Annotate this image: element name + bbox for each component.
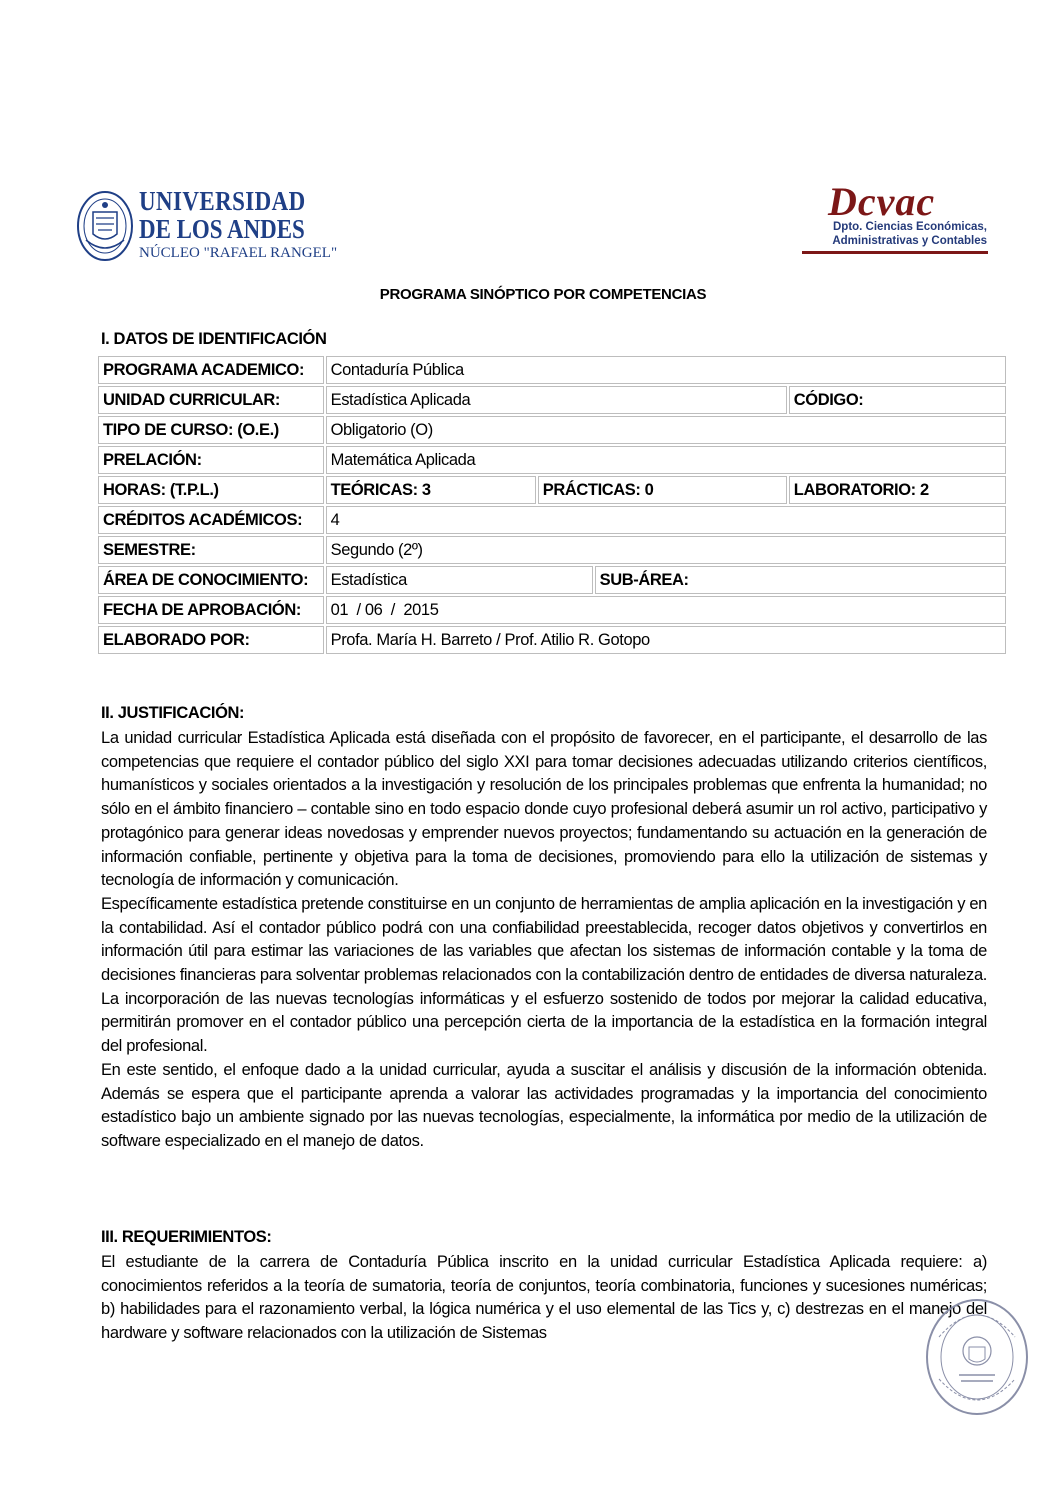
justificacion-text	[101, 727, 987, 1154]
programa-label: PROGRAMA ACADEMICO:	[98, 356, 324, 384]
programa-value: Contaduría Pública	[326, 356, 1006, 384]
requerimientos-paragraph-1: El estudiante de la carrera de Contaduría Pública inscrito en la unidad curricular Estadística Aplicada requiere: a) conocimientos referidos a la teoría de sumatoria, teoría de conjuntos, teoría combinatoria, funciones y sucesiones numéricas; b) habilidades para el razonamiento verbal, la lógica numérica y el uso elemental de las Tics y, c) destrezas en el manejo del hardware y software relacionados con la utilización de Sistemas	[101, 1253, 987, 1343]
elaborado-value: Profa. María H. Barreto / Prof. Atilio R. Gotopo	[326, 626, 1006, 654]
table-row	[98, 476, 1006, 504]
fecha-label: FECHA DE APROBACIÓN:	[98, 596, 324, 624]
teoricas-value: TEÓRICAS: 3	[326, 476, 536, 504]
table-row	[98, 626, 1006, 654]
department-name-line2: Administrativas y Contables	[832, 235, 987, 247]
section-requerimientos-heading: III. REQUERIMIENTOS:	[101, 1228, 272, 1246]
creditos-label: CRÉDITOS ACADÉMICOS:	[98, 506, 324, 534]
table-row	[98, 446, 1006, 474]
unidad-value: Estadística Aplicada	[326, 386, 787, 414]
codigo-label: CÓDIGO:	[789, 386, 1006, 414]
fecha-value: 01 / 06 / 2015	[326, 596, 1006, 624]
university-name-line2: DE LOS ANDES	[139, 214, 305, 244]
department-name-line1: Dpto. Ciencias Económicas,	[832, 221, 987, 233]
university-seal-icon	[76, 190, 134, 262]
creditos-value: 4	[326, 506, 1006, 534]
table-row	[98, 596, 1006, 624]
section-justificacion-heading: II. JUSTIFICACIÓN:	[101, 704, 245, 722]
semestre-label: SEMESTRE:	[98, 536, 324, 564]
table-row	[98, 416, 1006, 444]
justificacion-paragraph-3: En este sentido, el enfoque dado a la unidad curricular, ayuda a suscitar el análisis y discusión de la información obtenida. Además se espera que el participante aprenda a valorar las actividades programadas y la importancia del conocimiento estadístico bajo un ambiente signado por las nuevas tecnologías, especialmente, la informática por medio de la utilización de software especializado en el manejo de datos.	[101, 1060, 987, 1150]
section-identification-heading: I. DATOS DE IDENTIFICACIÓN	[101, 330, 327, 348]
elaborado-label: ELABORADO POR:	[98, 626, 324, 654]
laboratorio-value: LABORATORIO: 2	[789, 476, 1006, 504]
university-logo	[76, 186, 338, 266]
department-logo-underline	[802, 251, 988, 254]
area-label: ÁREA DE CONOCIMIENTO:	[98, 566, 324, 594]
department-logo-mark: Dcvac	[828, 179, 936, 224]
tipo-value: Obligatorio (O)	[326, 416, 1006, 444]
document-title: PROGRAMA SINÓPTICO POR COMPETENCIAS	[379, 286, 707, 303]
justificacion-paragraph-1: La unidad curricular Estadística Aplicada está diseñada con el propósito de favorecer, en el participante, el desarrollo de las competencias que requiere el contador público del siglo XXI para tomar decisiones adecuadas utilizando criterios científicos, humanísticos y sociales orientados a la investigación y resolución de los principales problemas que enfrenta la humanidad; no sólo en el ámbito financiero – contable sino en todo espacio donde cuyo profesional deberá asumir un rol activo, participativo y protagónico para generar ideas novedosas y emprender nuevos proyectos; fundamentando su actuación en la generación de información confiable, pertinente y objetiva para la toma de decisiones, promoviendo para ello la utilización de sistemas y tecnología de información y comunicación.	[101, 729, 987, 890]
unidad-label: UNIDAD CURRICULAR:	[98, 386, 324, 414]
area-value: Estadística	[326, 566, 593, 594]
department-stamp	[925, 1297, 1030, 1417]
subarea-label: SUB-ÁREA:	[595, 566, 1006, 594]
table-row	[98, 506, 1006, 534]
semestre-value: Segundo (2º)	[326, 536, 1006, 564]
prelacion-label: PRELACIÓN:	[98, 446, 324, 474]
university-name-line1: UNIVERSIDAD	[139, 186, 306, 216]
university-campus: NÚCLEO "RAFAEL RANGEL"	[139, 245, 338, 261]
table-row	[98, 356, 1006, 384]
tipo-label: TIPO DE CURSO: (O.E.)	[98, 416, 324, 444]
identification-table	[96, 354, 1008, 656]
stamp-seal-icon	[925, 1297, 1030, 1417]
department-logo	[798, 178, 988, 260]
practicas-value: PRÁCTICAS: 0	[538, 476, 787, 504]
prelacion-value: Matemática Aplicada	[326, 446, 1006, 474]
table-row	[98, 536, 1006, 564]
table-row	[98, 386, 1006, 414]
requerimientos-text	[101, 1251, 987, 1346]
horas-label: HORAS: (T.P.L.)	[98, 476, 324, 504]
table-row	[98, 566, 1006, 594]
justificacion-paragraph-2: Específicamente estadística pretende constituirse en un conjunto de herramientas de amplia aplicación en la investigación y en la contabilidad. Así el contador público podrá con una confiabilidad preestablecida, recoger datos objetivos y convertirlos en información útil para estimar las variaciones de las variables que afectan los sistemas de información contable y la toma de decisiones financieras para solventar problemas relacionados con la contabilización dentro de entidades de diversa naturaleza. La incorporación de las nuevas tecnologías informáticas y el esfuerzo sostenido de todos por mejorar la calidad educativa, permitirán promover en el contador público una percepción cierta de la importancia de la estadística en la formación integral del profesional.	[101, 894, 987, 1056]
